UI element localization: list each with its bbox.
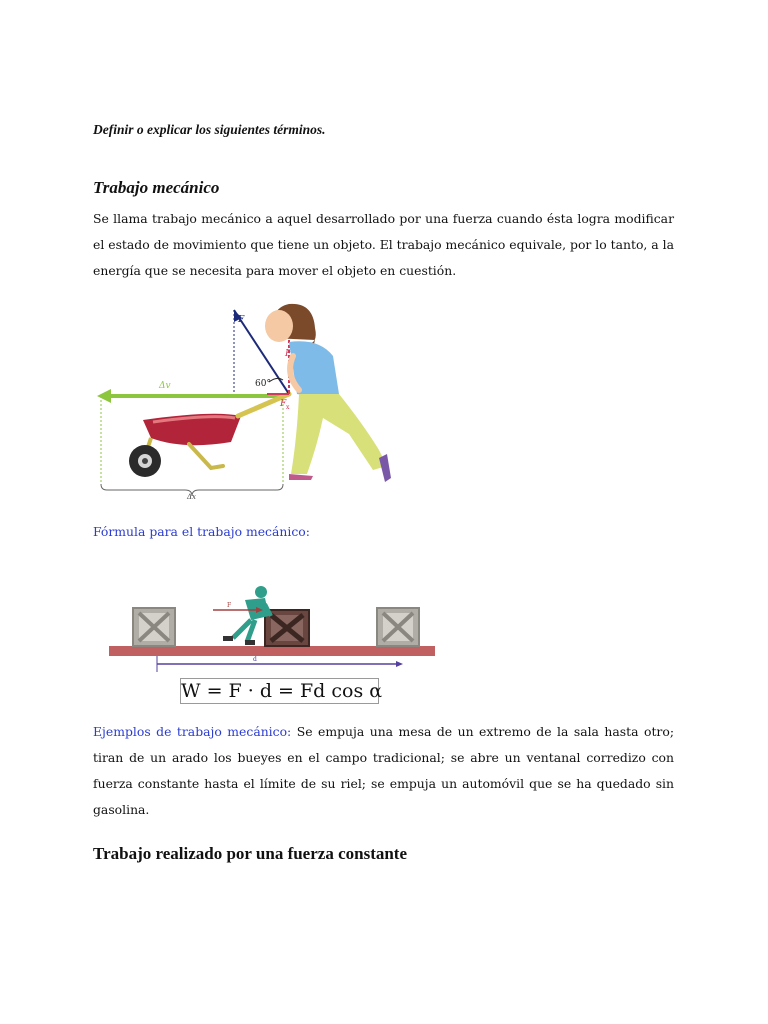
floor	[109, 646, 435, 656]
examples-text: Se empuja una mesa de un extremo de la sala hasta otro; tiran de un arado los bueyes en el campo tradicional; se abre un ventanal corredizo con fuerza constante hasta el límite de su riel; se empuja un automóvil que se ha quedado sin gasolina.	[93, 724, 674, 817]
formula-label: Fórmula para el trabajo mecánico:	[93, 524, 310, 539]
wheelbarrow-figure	[93, 298, 403, 500]
section-heading-fuerza-constante: Trabajo realizado por una fuerza constante	[93, 844, 408, 863]
label-Fy: F	[285, 349, 292, 359]
wheelbarrow-illustration	[93, 298, 403, 500]
delta-x-label: Δx	[187, 493, 197, 500]
definition-paragraph: Se llama trabajo mecánico a aquel desarrollado por una fuerza cuando ésta logra modificar el estado de movimiento que tiene un objeto. El trabajo mecánico equivale, por lo tanto, a la energía que se necesita para mover el objeto en cuestión.	[93, 211, 674, 278]
work-formula: W = F · d = Fd cos α	[181, 680, 383, 702]
girl-pants	[291, 394, 387, 474]
examples-label: Ejemplos de trabajo mecánico:	[93, 724, 292, 739]
section-heading-trabajo-mecanico: Trabajo mecánico	[93, 178, 220, 197]
label-Fx-sub: x	[286, 404, 290, 411]
force-label: F	[227, 602, 232, 609]
crate-right	[377, 608, 419, 646]
delta-v-label: Δv	[159, 381, 171, 391]
angle-label: 60°	[255, 379, 271, 389]
label-Fx: F	[280, 399, 287, 409]
examples-paragraph	[93, 719, 674, 823]
crate-left	[133, 608, 175, 646]
intro-instruction: Definir o explicar los siguientes términos.	[93, 122, 326, 137]
label-F: F	[238, 315, 245, 325]
worker	[223, 586, 271, 645]
distance-label: d	[253, 656, 257, 663]
work-formula-figure	[105, 582, 441, 710]
crate-push-illustration	[105, 582, 441, 678]
